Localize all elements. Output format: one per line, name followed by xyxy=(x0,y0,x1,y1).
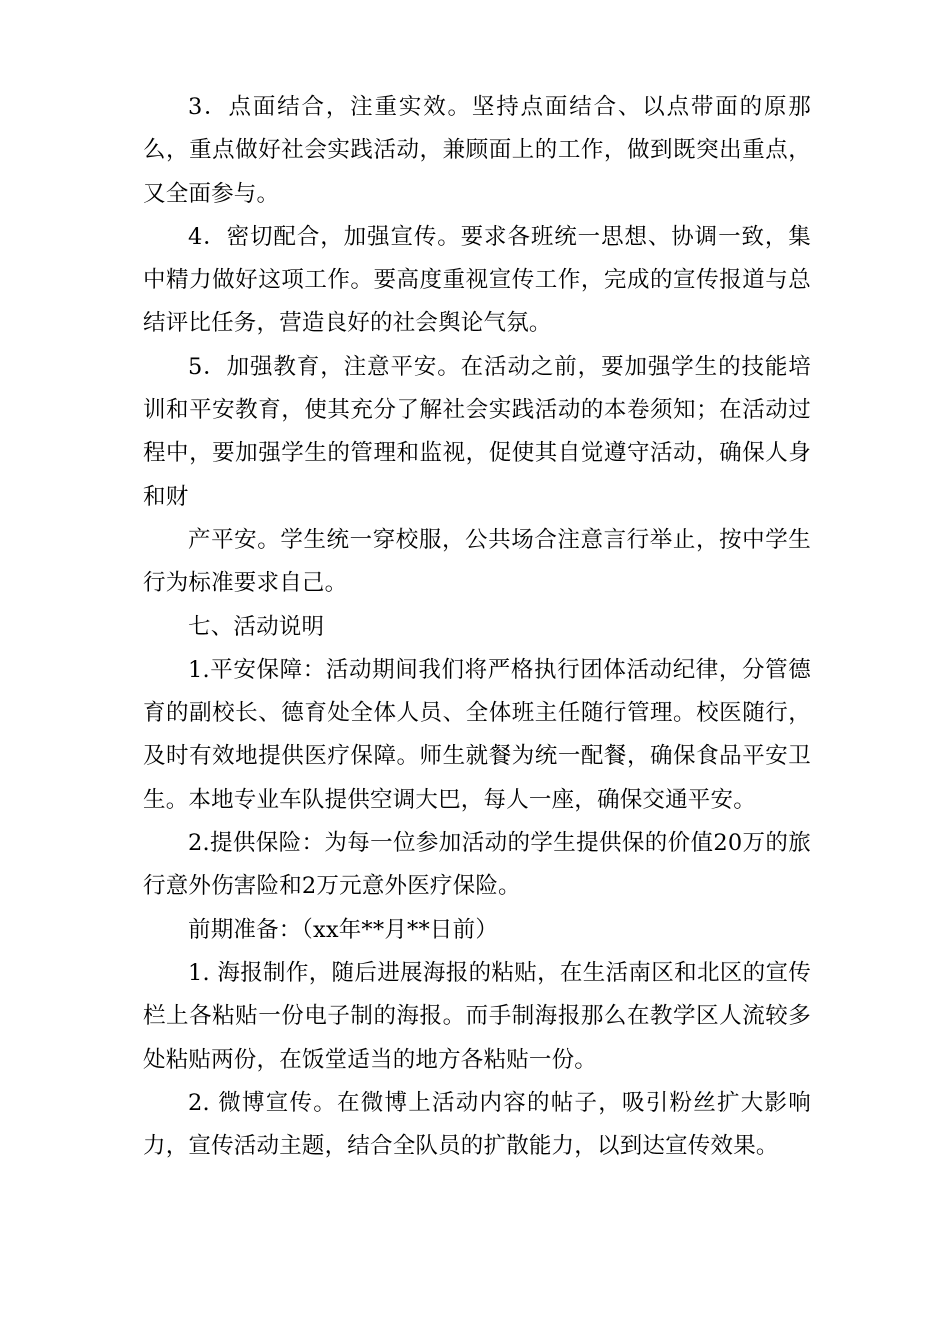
paragraph-point-4: 4．密切配合，加强宣传。要求各班统一思想、协调一致，集中精力做好这项工作。要高度重视宣传工作，完成的宣传报道与总结评比任务，营造良好的社会舆论气氛。 xyxy=(143,223,811,337)
document-body xyxy=(143,86,811,1168)
paragraph-point-3: 3．点面结合，注重实效。坚持点面结合、以点带面的原那么，重点做好社会实践活动，兼顾面上的工作，做到既突出重点，又全面参与。 xyxy=(143,94,811,207)
paragraph-insurance: 2.提供保险：为每一位参加活动的学生提供保的价值20万的旅行意外伤害险和2万元意外医疗保险。 xyxy=(143,830,811,900)
paragraph-preparation-heading: 前期准备：（xx年**月**日前） xyxy=(188,916,499,943)
paragraph-poster-making: 1. 海报制作，随后进展海报的粘贴，在生活南区和北区的宣传栏上各粘贴一份电子制的海报。而手制海报那么在教学区人流较多处粘贴两份，在饭堂适当的地方各粘贴一份。 xyxy=(143,959,811,1073)
section-heading-activity-notes: 七、活动说明 xyxy=(188,613,325,640)
paragraph-continuation: 产平安。学生统一穿校服，公共场合注意言行举止，按中学生行为标准要求自己。 xyxy=(143,526,811,597)
paragraph-safety-guarantee: 1.平安保障：活动期间我们将严格执行团体活动纪律，分管德育的副校长、德育处全体人员、全体班主任随行管理。校医随行，及时有效地提供医疗保障。师生就餐为统一配餐，确保食品平安卫生。本地专业车队提供空调大巴，每人一座，确保交通平安。 xyxy=(143,656,811,813)
paragraph-point-5: 5．加强教育，注意平安。在活动之前，要加强学生的技能培训和平安教育，使其充分了解社会实践活动的本卷须知；在活动过程中，要加强学生的管理和监视，促使其自觉遵守活动，确保人身和财 xyxy=(143,353,811,510)
paragraph-weibo-promotion: 2. 微博宣传。在微博上活动内容的帖子，吸引粉丝扩大影响力，宣传活动主题，结合全队员的扩散能力，以到达宣传效果。 xyxy=(143,1089,811,1160)
